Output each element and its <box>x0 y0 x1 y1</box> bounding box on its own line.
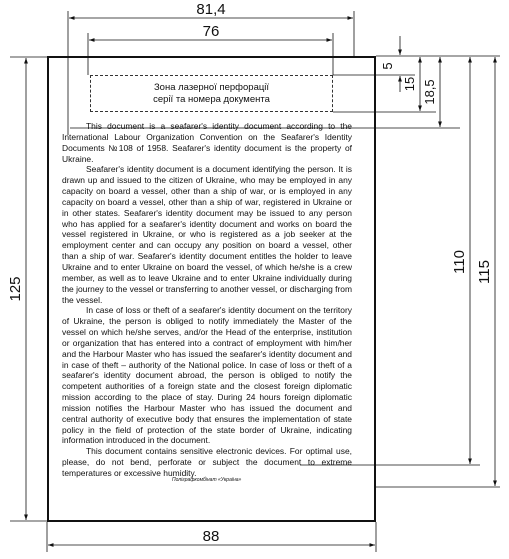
printer-imprint: Поліграфкомбінат «Україна» <box>172 477 242 483</box>
dim-label-88: 88 <box>202 528 220 545</box>
dim-label-115: 115 <box>476 260 493 284</box>
document-body-text <box>62 121 352 479</box>
dim-label-110: 110 <box>451 250 468 274</box>
dim-label-18-5: 18,5 <box>422 79 437 105</box>
dim-label-15: 15 <box>402 76 417 92</box>
dim-label-81-4: 81,4 <box>196 1 226 18</box>
dim-label-125: 125 <box>7 276 24 302</box>
paragraph-1: This document is a seafarer's identity document according to the International Labour Organization Convention on the Seafarer's Identity Documents №108 of 1958. Seafarer's identity document is the property of Ukraine. <box>62 121 352 164</box>
laser-zone-line-1: Зона лазерної перфорації <box>153 82 270 93</box>
laser-perforation-zone <box>90 75 333 112</box>
paragraph-3: In case of loss or theft of a seafarer's identity document on the territory of Ukraine, the person is obliged to notify immediately the Master of the vessel on which he/she serves, and/or the Head of the enterprise, institution or organization that has entered into a contract of employment with him/her and the Harbour Master who has issued the seafarer's identity document and in case of theft – authority of the National police. In case of loss or theft of a seafarer's identity document abroad, the person is obliged to notify the competent authorities of a foreign state and the closest foreign diplomatic mission according to the place of stay. During 24 hours foreign diplomatic mission notifies the Harbour Master who has issued the document and central authority of executive body that ensures the implementation of state policy in the field of protection of the state border of Ukraine, indicating information introduced in the document. <box>62 305 352 446</box>
laser-zone-line-2: серії та номера документа <box>153 94 270 105</box>
paragraph-4: This document contains sensitive electronic devices. For optimal use, please, do not bend, perforate or subject the document to extreme temperatures or excessive humidity. <box>62 446 352 478</box>
paragraph-2: Seafarer's identity document is a document identifying the person. It is drawn up and issued to the citizen of Ukraine, who may be employed in any capacity on board a vessel, other than a ship of war, or is employed in any capacity on board a vessel, other than a ship of war, registered in Ukraine or in other states. Seafarer's identity document may be issued to any person who has applied for a seafarer's identity document and works on board the vessel registered in Ukraine, or who is registered as a job seeker at the employment center and can occupy any position on board a vessel, other than a ship of war. Seafarer's identity document entitles the holder to leave Ukraine and to enter Ukraine on board the vessel, of which he/she is a crew member, as well as to leave Ukraine and to enter Ukraine individually during the journey to the vessel or transferring to another vessel, or discharging from the vessel. <box>62 164 352 305</box>
dim-label-5: 5 <box>380 62 395 70</box>
dim-label-76: 76 <box>202 23 220 40</box>
